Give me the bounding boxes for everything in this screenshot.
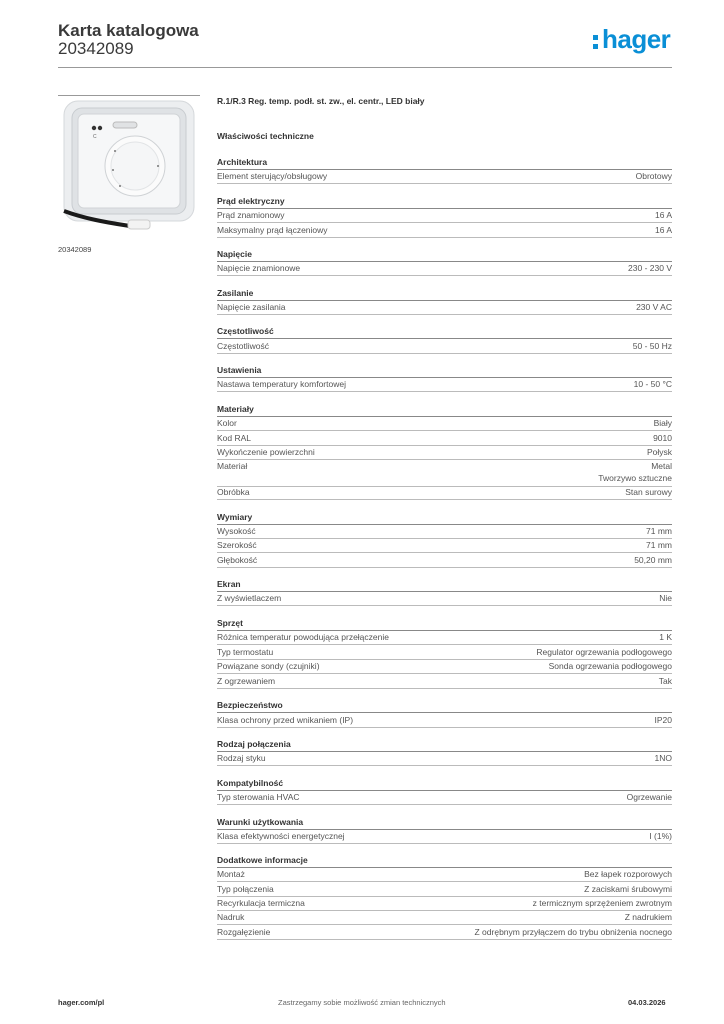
spec-row (217, 884, 672, 897)
spec-label: Wykończenie powierzchni (217, 447, 315, 457)
spec-row (217, 263, 672, 276)
spec-label: Częstotliwość (217, 341, 269, 351)
spec-value: 50,20 mm (634, 555, 672, 565)
hager-logo (592, 24, 676, 57)
spec-value: Z zaciskami śrubowymi (584, 884, 672, 894)
spec-value: 1NO (654, 753, 672, 763)
image-caption: 20342089 (58, 245, 92, 254)
section-heading: Wymiary (217, 512, 672, 525)
section-heading: Kompatybilność (217, 778, 672, 791)
spec-row (217, 171, 672, 184)
spec-row (217, 418, 672, 431)
svg-text:C: C (93, 134, 97, 140)
footer-website: hager.com/pl (58, 998, 105, 1007)
spec-value: Regulator ogrzewania podłogowego (536, 647, 672, 657)
spec-label: Prąd znamionowy (217, 210, 285, 220)
spec-label: Nadruk (217, 912, 245, 922)
spec-row (217, 225, 672, 238)
spec-row (217, 433, 672, 446)
section-heading: Materiały (217, 404, 672, 417)
spec-label: Recyrkulacja termiczna (217, 898, 305, 908)
spec-row (217, 526, 672, 539)
spec-row (217, 461, 672, 487)
spec-value: 1 K (659, 632, 672, 642)
spec-label: Wysokość (217, 526, 256, 536)
spec-value: Ogrzewanie (626, 792, 672, 802)
spec-value: Sonda ogrzewania podłogowego (548, 661, 672, 671)
spec-value: I (1%) (649, 831, 672, 841)
footer-disclaimer: Zastrzegamy sobie możliwość zmian technicznych (278, 998, 446, 1007)
spec-label: Montaż (217, 869, 245, 879)
section-heading: Ustawienia (217, 365, 672, 378)
spec-row (217, 593, 672, 606)
spec-value: Z odrębnym przyłączem do trybu obniżenia nocnego (474, 927, 672, 937)
spec-row (217, 447, 672, 460)
spec-label: Szerokość (217, 540, 257, 550)
spec-label: Obróbka (217, 487, 250, 497)
spec-row (217, 792, 672, 805)
spec-value: IP20 (654, 715, 672, 725)
product-title: R.1/R.3 Reg. temp. podł. st. zw., el. centr., LED biały (217, 96, 425, 106)
spec-row (217, 927, 672, 940)
spec-row (217, 869, 672, 882)
spec-label: Z ogrzewaniem (217, 676, 276, 686)
spec-value: 230 V AC (636, 302, 672, 312)
spec-value: 71 mm (646, 526, 672, 536)
spec-label: Kod RAL (217, 433, 252, 443)
logo-text: hager (602, 24, 671, 54)
spec-label: Materiał (217, 461, 248, 471)
spec-row (217, 647, 672, 660)
spec-label: Powiązane sondy (czujniki) (217, 661, 320, 671)
spec-label: Napięcie zasilania (217, 302, 286, 312)
document-title: Karta katalogowa (58, 21, 199, 40)
spec-value: Tak (658, 676, 672, 686)
spec-row (217, 715, 672, 728)
spec-value: 230 - 230 V (628, 263, 672, 273)
section-heading: Zasilanie (217, 288, 672, 301)
spec-value: Stan surowy (625, 487, 672, 497)
spec-label: Głębokość (217, 555, 258, 565)
header-divider (58, 67, 672, 68)
spec-row (217, 632, 672, 645)
spec-value: 9010 (653, 433, 672, 443)
spec-label: Rozgałęzienie (217, 927, 271, 937)
spec-label: Typ połączenia (217, 884, 274, 894)
spec-row (217, 302, 672, 315)
spec-value: 16 A (654, 210, 672, 220)
section-heading: Częstotliwość (217, 326, 672, 339)
section-heading: Rodzaj połączenia (217, 739, 672, 752)
spec-label: Z wyświetlaczem (217, 593, 282, 603)
spec-value: Z nadrukiem (624, 912, 672, 922)
spec-label: Klasa ochrony przed wnikaniem (IP) (217, 715, 354, 725)
spec-label: Maksymalny prąd łączeniowy (217, 225, 328, 235)
spec-row (217, 540, 672, 553)
spec-row (217, 555, 672, 568)
spec-row (217, 753, 672, 766)
section-heading: Prąd elektryczny (217, 196, 672, 209)
spec-value: 10 - 50 °C (633, 379, 672, 389)
spec-row (217, 831, 672, 844)
spec-label: Nastawa temperatury komfortowej (217, 379, 346, 389)
spec-row (217, 676, 672, 689)
spec-row (217, 379, 672, 392)
spec-label: Typ sterowania HVAC (217, 792, 300, 802)
spec-row (217, 487, 672, 500)
footer-date: 04.03.2026 (628, 998, 666, 1007)
spec-value: 71 mm (646, 540, 672, 550)
technical-properties-heading: Właściwości techniczne (217, 131, 314, 141)
spec-label: Rodzaj styku (217, 753, 266, 763)
section-heading: Sprzęt (217, 618, 672, 631)
spec-value: 16 A (654, 225, 672, 235)
spec-value: Metal (651, 461, 672, 471)
spec-value: Nie (659, 593, 672, 603)
product-code: 20342089 (58, 39, 134, 58)
spec-value: Połysk (646, 447, 672, 457)
product-image (58, 95, 200, 238)
spec-label: Klasa efektywności energetycznej (217, 831, 345, 841)
section-heading: Napięcie (217, 249, 672, 262)
spec-row (217, 898, 672, 911)
spec-row (217, 912, 672, 925)
section-heading: Ekran (217, 579, 672, 592)
spec-value: Obrotowy (635, 171, 672, 181)
spec-value-secondary: Tworzywo sztuczne (598, 473, 672, 483)
thermostat-image-icon (58, 96, 200, 238)
spec-row (217, 210, 672, 223)
spec-row (217, 341, 672, 354)
section-heading: Bezpieczeństwo (217, 700, 672, 713)
logo-dots-icon (593, 35, 599, 50)
spec-row (217, 661, 672, 674)
spec-label: Element sterujący/obsługowy (217, 171, 328, 181)
section-heading: Dodatkowe informacje (217, 855, 672, 868)
spec-label: Napięcie znamionowe (217, 263, 301, 273)
spec-value: z termicznym sprzężeniem zwrotnym (532, 898, 672, 908)
spec-value: Bez łapek rozporowych (584, 869, 672, 879)
spec-label: Różnica temperatur powodująca przełączenie (217, 632, 389, 642)
spec-label: Kolor (217, 418, 237, 428)
spec-label: Typ termostatu (217, 647, 274, 657)
spec-value: 50 - 50 Hz (632, 341, 672, 351)
section-heading: Warunki użytkowania (217, 817, 672, 830)
section-heading: Architektura (217, 157, 672, 170)
spec-value: Biały (653, 418, 672, 428)
